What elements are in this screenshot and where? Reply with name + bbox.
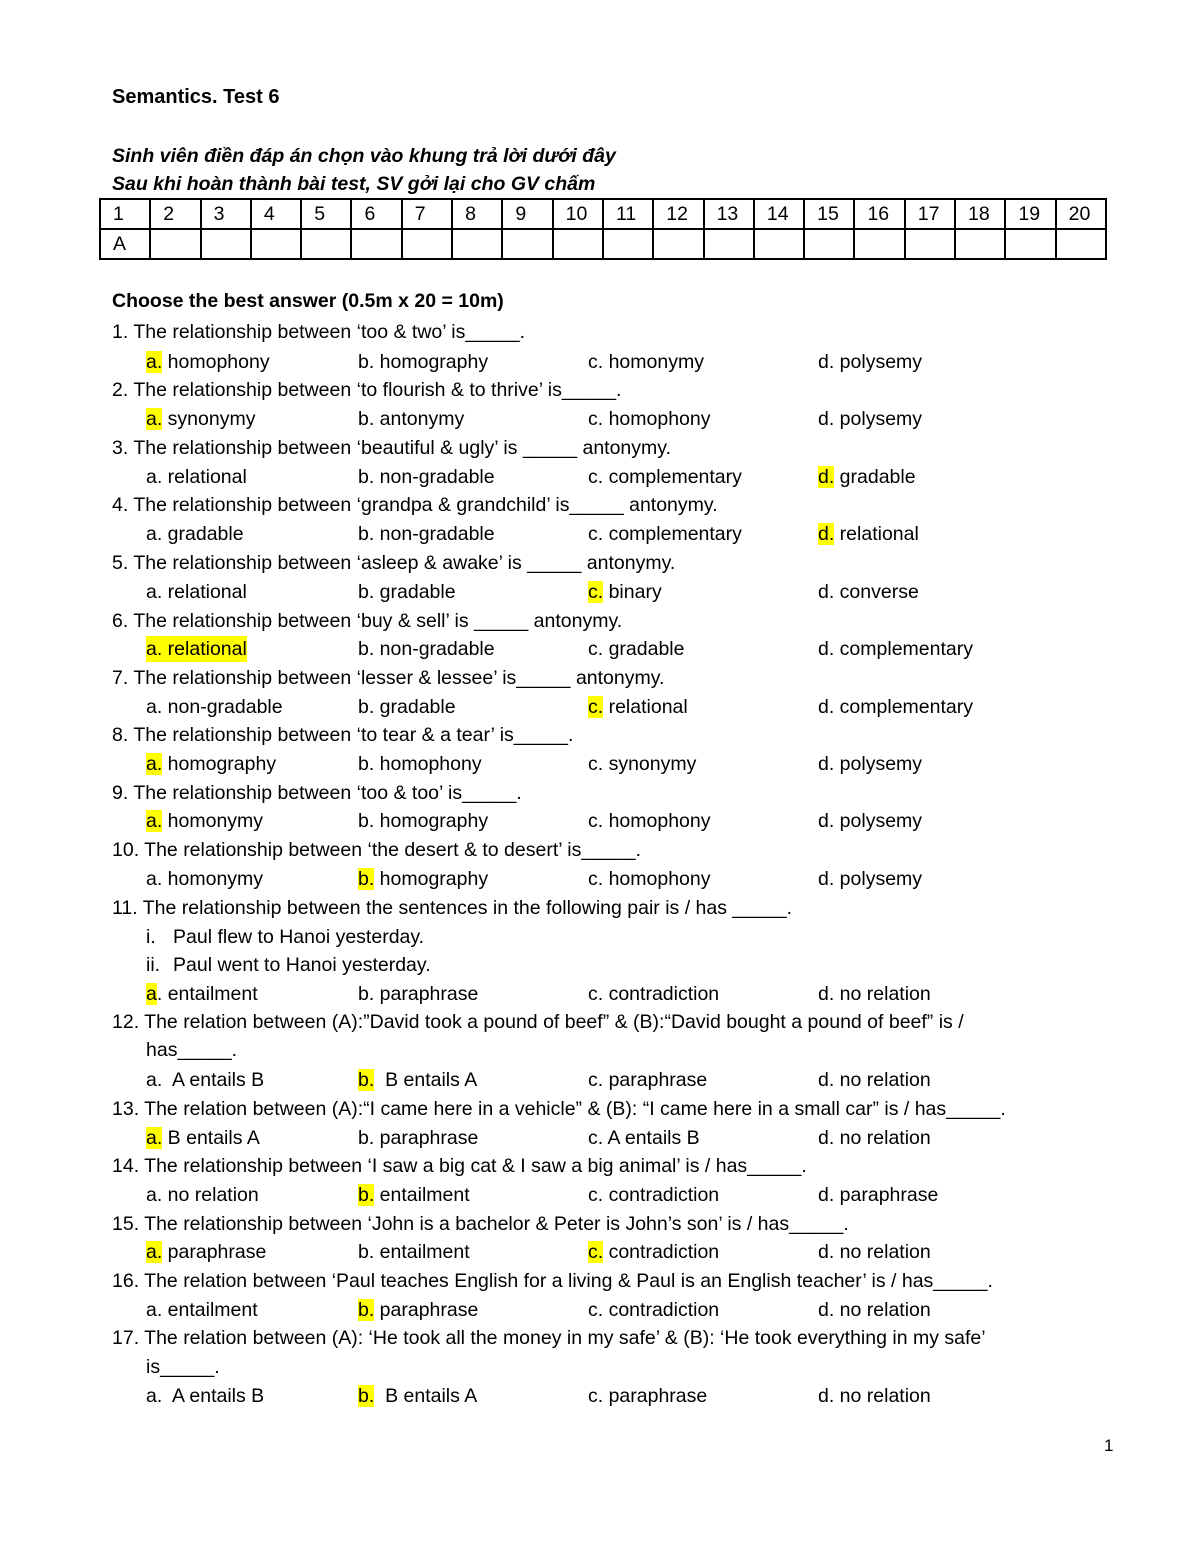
option-text: homophony [603, 810, 711, 832]
answer-number-cell: 14 [754, 199, 804, 229]
question-stem: 15. The relationship between ‘John is a bachelor & Peter is John’s son’ is / has_____. [112, 1213, 849, 1235]
option-text: complementary [834, 638, 973, 660]
option-letter: d. [818, 466, 835, 488]
option-letter: d. [818, 868, 835, 890]
answer-option[interactable] [358, 866, 488, 892]
options-row [0, 1182, 1200, 1208]
option-letter: c. [588, 466, 604, 488]
answer-input-cell[interactable] [351, 229, 401, 259]
option-text: no relation [834, 1241, 931, 1263]
option-text: synonymy [603, 753, 697, 775]
answer-option[interactable] [818, 1383, 931, 1409]
answer-option[interactable] [358, 521, 495, 547]
option-letter: d. [818, 581, 835, 603]
answer-option[interactable] [358, 981, 478, 1007]
option-text: paraphrase [603, 1069, 708, 1091]
answer-input-cell[interactable] [452, 229, 502, 259]
option-letter: a. [146, 1241, 163, 1263]
option-text: gradable [162, 523, 244, 545]
question-stem: 12. The relation between (A):”David took a pound of beef” & (B):“David bought a pound of beef” is / [112, 1011, 964, 1033]
option-letter: c. [588, 408, 604, 430]
answer-option[interactable] [358, 1383, 477, 1409]
answer-input-cell[interactable]: A [100, 229, 150, 259]
question-stem: 4. The relationship between ‘grandpa & grandchild’ is_____ antonymy. [112, 494, 718, 516]
option-text: B entails A [374, 1385, 478, 1407]
option-text: complementary [603, 466, 742, 488]
answer-input-cell[interactable] [502, 229, 552, 259]
question-stem: 3. The relationship between ‘beautiful & ugly’ is _____ antonymy. [112, 437, 671, 459]
answer-option[interactable] [818, 1297, 931, 1323]
option-letter: d. [818, 696, 835, 718]
option-text: no relation [834, 1069, 931, 1091]
answer-option[interactable] [358, 1297, 478, 1323]
option-text: homophony [603, 408, 711, 430]
option-letter: d. [818, 810, 835, 832]
option-text: polysemy [834, 868, 923, 890]
answer-input-cell[interactable] [955, 229, 1005, 259]
option-letter: a. [146, 581, 163, 603]
option-letter: b. [358, 1069, 375, 1091]
option-letter: c. [588, 868, 604, 890]
option-text: entailment [374, 1184, 470, 1206]
question-stem: 10. The relationship between ‘the desert & to desert’ is_____. [112, 839, 642, 861]
option-letter: d. [818, 1069, 835, 1091]
question-stem: 11. The relationship between the sentences in the following pair is / has _____. [112, 897, 793, 919]
question-stem: 14. The relationship between ‘I saw a big cat & I saw a big animal’ is / has_____. [112, 1155, 807, 1177]
option-text: complementary [603, 523, 742, 545]
answer-option[interactable] [818, 866, 922, 892]
option-letter: b. [358, 1241, 375, 1263]
option-text: homonymy [162, 810, 264, 832]
instruction-line-1: Sinh viên điền đáp án chọn vào khung trả lời dưới đây [112, 145, 616, 167]
option-letter: b. [358, 983, 375, 1005]
options-row [0, 866, 1200, 892]
answer-number-cell: 15 [804, 199, 854, 229]
options-row [0, 349, 1200, 375]
instruction-line-2: Sau khi hoàn thành bài test, SV gởi lại cho GV chấm [112, 173, 596, 195]
answer-number-cell: 18 [955, 199, 1005, 229]
option-letter: d. [818, 1241, 835, 1263]
question-stem: 16. The relation between ‘Paul teaches English for a living & Paul is an English teacher’ is / has_____. [112, 1270, 993, 1292]
answer-option[interactable] [818, 751, 922, 777]
option-text: A entails B [162, 1385, 265, 1407]
answer-number-cell: 7 [402, 199, 452, 229]
option-text: non-gradable [162, 696, 283, 718]
sub-sentence-number: i. [146, 926, 156, 948]
option-text: A entails B [162, 1069, 265, 1091]
options-row [0, 751, 1200, 777]
answer-option[interactable] [818, 694, 973, 720]
option-letter: a. [146, 868, 163, 890]
answer-option[interactable] [358, 579, 456, 605]
answer-option[interactable] [818, 406, 922, 432]
option-text: homonymy [162, 868, 264, 890]
option-letter: a. [146, 810, 163, 832]
option-letter: b. [358, 753, 375, 775]
option-text: paraphrase [374, 983, 479, 1005]
option-text: synonymy [162, 408, 256, 430]
answer-input-cell[interactable] [251, 229, 301, 259]
answer-option[interactable] [588, 808, 711, 834]
section-heading: Choose the best answer (0.5m x 20 = 10m) [112, 290, 504, 312]
answer-option[interactable] [818, 636, 973, 662]
option-text: non-gradable [374, 523, 495, 545]
sub-sentence-text: Paul went to Hanoi yesterday. [173, 954, 431, 976]
answer-number-cell: 17 [905, 199, 955, 229]
answer-option[interactable] [588, 1067, 707, 1093]
option-letter: c. [588, 1385, 604, 1407]
answer-option[interactable] [358, 808, 488, 834]
option-letter: b. [358, 810, 375, 832]
answer-option[interactable] [358, 694, 456, 720]
answer-option[interactable] [358, 1125, 478, 1151]
answer-input-cell[interactable] [754, 229, 804, 259]
answer-option[interactable] [588, 1239, 719, 1265]
answer-option[interactable] [358, 1067, 477, 1093]
question-stem: 7. The relationship between ‘lesser & lessee’ is_____ antonymy. [112, 667, 665, 689]
option-letter: a. [146, 466, 163, 488]
answer-option[interactable] [588, 1297, 719, 1323]
answer-option[interactable] [146, 751, 276, 777]
option-letter: d. [818, 1299, 835, 1321]
answer-option[interactable] [146, 1067, 264, 1093]
answer-input-cell[interactable] [603, 229, 653, 259]
option-text: relational [603, 696, 688, 718]
option-text: non-gradable [374, 638, 495, 660]
option-letter: a. [146, 638, 163, 660]
option-letter: a [146, 983, 157, 1005]
option-letter: a. [146, 1069, 163, 1091]
answer-input-cell[interactable] [301, 229, 351, 259]
answer-number-cell: 13 [704, 199, 754, 229]
option-letter: c. [588, 753, 604, 775]
sub-sentence-number: ii. [146, 954, 161, 976]
answer-input-cell[interactable] [1056, 229, 1106, 259]
option-letter: b. [358, 1299, 375, 1321]
options-row [0, 636, 1200, 662]
answer-option[interactable] [358, 406, 464, 432]
sub-sentence-text: Paul flew to Hanoi yesterday. [173, 926, 425, 948]
answer-input-cell[interactable] [804, 229, 854, 259]
question-stem: has_____. [146, 1039, 238, 1061]
answer-option[interactable] [146, 349, 270, 375]
option-text: homonymy [603, 351, 704, 373]
answer-option[interactable] [588, 981, 719, 1007]
answer-option[interactable] [146, 1125, 260, 1151]
option-letter: d. [818, 1127, 835, 1149]
option-letter: c. [588, 1069, 604, 1091]
option-text: contradiction [603, 1299, 720, 1321]
option-letter: b. [358, 1127, 375, 1149]
option-text: binary [603, 581, 662, 603]
option-text: paraphrase [374, 1299, 479, 1321]
options-row [0, 981, 1200, 1007]
option-text: contradiction [603, 1184, 720, 1206]
answer-number-cell: 20 [1056, 199, 1106, 229]
answer-option[interactable] [588, 636, 685, 662]
option-text: antonymy [374, 408, 465, 430]
option-text: homophony [603, 868, 711, 890]
answer-option[interactable] [146, 579, 247, 605]
option-letter: c. [588, 983, 604, 1005]
option-text: paraphrase [834, 1184, 939, 1206]
answer-number-cell: 3 [201, 199, 251, 229]
option-letter: a. [146, 1127, 163, 1149]
answer-input-cell[interactable] [854, 229, 904, 259]
answer-option[interactable] [146, 808, 263, 834]
option-text: paraphrase [162, 1241, 267, 1263]
option-text: gradable [374, 696, 456, 718]
option-letter: b. [358, 1184, 375, 1206]
answer-option[interactable] [818, 1182, 938, 1208]
question-stem: 8. The relationship between ‘to tear & a tear’ is_____. [112, 724, 574, 746]
option-letter: c. [588, 1184, 604, 1206]
answer-input-cell[interactable] [201, 229, 251, 259]
option-text: non-gradable [374, 466, 495, 488]
option-letter: b. [358, 581, 375, 603]
answer-input-cell[interactable] [553, 229, 603, 259]
answer-number-cell: 19 [1005, 199, 1055, 229]
answer-option[interactable] [146, 866, 263, 892]
option-text: homography [162, 753, 277, 775]
page-title: Semantics. Test 6 [112, 86, 280, 108]
answer-input-cell[interactable] [704, 229, 754, 259]
option-text: gradable [374, 581, 456, 603]
answer-table-number-row [100, 199, 1106, 229]
option-letter: d. [818, 753, 835, 775]
answer-option[interactable] [146, 1239, 266, 1265]
option-text: entailment [162, 1299, 258, 1321]
answer-option[interactable] [588, 866, 711, 892]
option-letter: a. [146, 753, 163, 775]
answer-number-cell: 8 [452, 199, 502, 229]
option-letter: c. [588, 351, 604, 373]
answer-number-cell: 1 [100, 199, 150, 229]
answer-option[interactable] [588, 521, 742, 547]
option-text: B entails A [162, 1127, 260, 1149]
answer-number-cell: 6 [351, 199, 401, 229]
answer-input-cell[interactable] [653, 229, 703, 259]
answer-option[interactable] [146, 694, 283, 720]
answer-number-cell: 9 [502, 199, 552, 229]
answer-option[interactable] [818, 349, 922, 375]
answer-input-cell[interactable] [1005, 229, 1055, 259]
option-letter: d. [818, 408, 835, 430]
option-letter: b. [358, 696, 375, 718]
answer-option[interactable] [818, 464, 916, 490]
option-text: homography [374, 868, 489, 890]
answer-option[interactable] [146, 464, 247, 490]
answer-option[interactable] [146, 1297, 258, 1323]
option-letter: c. [588, 1127, 604, 1149]
answer-option[interactable] [358, 636, 495, 662]
answer-number-cell: 16 [854, 199, 904, 229]
answer-option[interactable] [588, 464, 742, 490]
option-text: gradable [834, 466, 916, 488]
option-text: B entails A [374, 1069, 478, 1091]
option-letter: d. [818, 523, 835, 545]
answer-option[interactable] [358, 1239, 470, 1265]
option-text: paraphrase [374, 1127, 479, 1149]
option-text: contradiction [603, 1241, 720, 1263]
option-text: relational [162, 638, 247, 660]
option-letter: a. [146, 1299, 163, 1321]
option-text: contradiction [603, 983, 720, 1005]
answer-input-cell[interactable] [150, 229, 200, 259]
option-text: relational [162, 581, 247, 603]
option-letter: d. [818, 1385, 835, 1407]
answer-option[interactable] [588, 349, 704, 375]
answer-number-cell: 2 [150, 199, 200, 229]
option-letter: b. [358, 351, 375, 373]
answer-option[interactable] [818, 521, 919, 547]
answer-option[interactable] [588, 579, 662, 605]
option-letter: d. [818, 638, 835, 660]
option-letter: c. [588, 581, 604, 603]
option-text: homography [374, 351, 489, 373]
answer-option[interactable] [146, 636, 247, 662]
options-row [0, 1067, 1200, 1093]
answer-input-cell[interactable] [402, 229, 452, 259]
option-text: polysemy [834, 351, 923, 373]
answer-option[interactable] [358, 349, 488, 375]
options-row [0, 1383, 1200, 1409]
answer-number-cell: 11 [603, 199, 653, 229]
option-text: no relation [834, 983, 931, 1005]
option-letter: c. [588, 1299, 604, 1321]
question-stem: 17. The relation between (A): ‘He took all the money in my safe’ & (B): ‘He took everything in my safe’ [112, 1327, 986, 1349]
option-text: paraphrase [603, 1385, 708, 1407]
question-stem: 6. The relationship between ‘buy & sell’ is _____ antonymy. [112, 610, 623, 632]
options-row [0, 1125, 1200, 1151]
option-letter: b. [358, 1385, 375, 1407]
answer-number-cell: 12 [653, 199, 703, 229]
option-text: . entailment [156, 983, 258, 1005]
option-text: entailment [374, 1241, 470, 1263]
option-text: no relation [834, 1385, 931, 1407]
option-text: no relation [162, 1184, 259, 1206]
option-letter: a. [146, 1184, 163, 1206]
options-row [0, 406, 1200, 432]
option-text: gradable [603, 638, 685, 660]
question-stem: 2. The relationship between ‘to flourish & to thrive’ is_____. [112, 379, 622, 401]
answer-option[interactable] [146, 981, 258, 1007]
options-row [0, 579, 1200, 605]
option-text: A entails B [603, 1127, 700, 1149]
options-row [0, 1239, 1200, 1265]
answer-table-answer-row [100, 229, 1106, 259]
options-row [0, 808, 1200, 834]
answer-input-cell[interactable] [905, 229, 955, 259]
option-letter: b. [358, 638, 375, 660]
answer-option[interactable] [588, 1125, 700, 1151]
option-letter: c. [588, 523, 604, 545]
answer-option[interactable] [358, 751, 482, 777]
option-letter: c. [588, 1241, 604, 1263]
option-letter: c. [588, 810, 604, 832]
option-text: converse [834, 581, 919, 603]
option-letter: a. [146, 408, 163, 430]
option-letter: d. [818, 983, 835, 1005]
answer-option[interactable] [146, 1182, 259, 1208]
question-stem: 13. The relation between (A):“I came here in a vehicle” & (B): “I came here in a small car” is / has_____. [112, 1098, 1006, 1120]
option-text: relational [834, 523, 919, 545]
option-letter: a. [146, 696, 163, 718]
question-stem: is_____. [146, 1356, 220, 1378]
option-text: polysemy [834, 753, 923, 775]
answer-option[interactable] [818, 579, 919, 605]
option-text: complementary [834, 696, 973, 718]
options-row [0, 694, 1200, 720]
question-stem: 9. The relationship between ‘too & too’ is_____. [112, 782, 522, 804]
options-row [0, 1297, 1200, 1323]
option-text: relational [162, 466, 247, 488]
option-text: polysemy [834, 408, 923, 430]
option-letter: d. [818, 1184, 835, 1206]
answer-option[interactable] [818, 1067, 931, 1093]
option-letter: a. [146, 523, 163, 545]
answer-option[interactable] [588, 1383, 707, 1409]
option-text: no relation [834, 1299, 931, 1321]
option-letter: a. [146, 351, 163, 373]
option-letter: b. [358, 868, 375, 890]
answer-table [99, 198, 1107, 260]
option-letter: c. [588, 696, 604, 718]
answer-option[interactable] [588, 406, 711, 432]
option-letter: b. [358, 466, 375, 488]
answer-option[interactable] [818, 808, 922, 834]
question-stem: 5. The relationship between ‘asleep & awake’ is _____ antonymy. [112, 552, 676, 574]
answer-option[interactable] [358, 1182, 470, 1208]
answer-option[interactable] [588, 694, 688, 720]
options-row [0, 521, 1200, 547]
option-letter: b. [358, 523, 375, 545]
options-row [0, 464, 1200, 490]
answer-option[interactable] [588, 1182, 719, 1208]
question-stem: 1. The relationship between ‘too & two’ is_____. [112, 321, 526, 343]
answer-number-cell: 4 [251, 199, 301, 229]
option-text: polysemy [834, 810, 923, 832]
answer-option[interactable] [818, 1125, 931, 1151]
option-text: no relation [834, 1127, 931, 1149]
answer-option[interactable] [146, 1383, 264, 1409]
option-text: homophony [374, 753, 482, 775]
page-number: 1 [1104, 1436, 1114, 1455]
option-letter: d. [818, 351, 835, 373]
option-text: homography [374, 810, 489, 832]
answer-option[interactable] [358, 464, 495, 490]
answer-option[interactable] [588, 751, 696, 777]
option-letter: a. [146, 1385, 163, 1407]
answer-number-cell: 5 [301, 199, 351, 229]
answer-option[interactable] [146, 406, 255, 432]
option-letter: b. [358, 408, 375, 430]
answer-option[interactable] [146, 521, 244, 547]
answer-option[interactable] [818, 981, 931, 1007]
option-letter: c. [588, 638, 604, 660]
option-text: homophony [162, 351, 270, 373]
answer-number-cell: 10 [553, 199, 603, 229]
answer-option[interactable] [818, 1239, 931, 1265]
